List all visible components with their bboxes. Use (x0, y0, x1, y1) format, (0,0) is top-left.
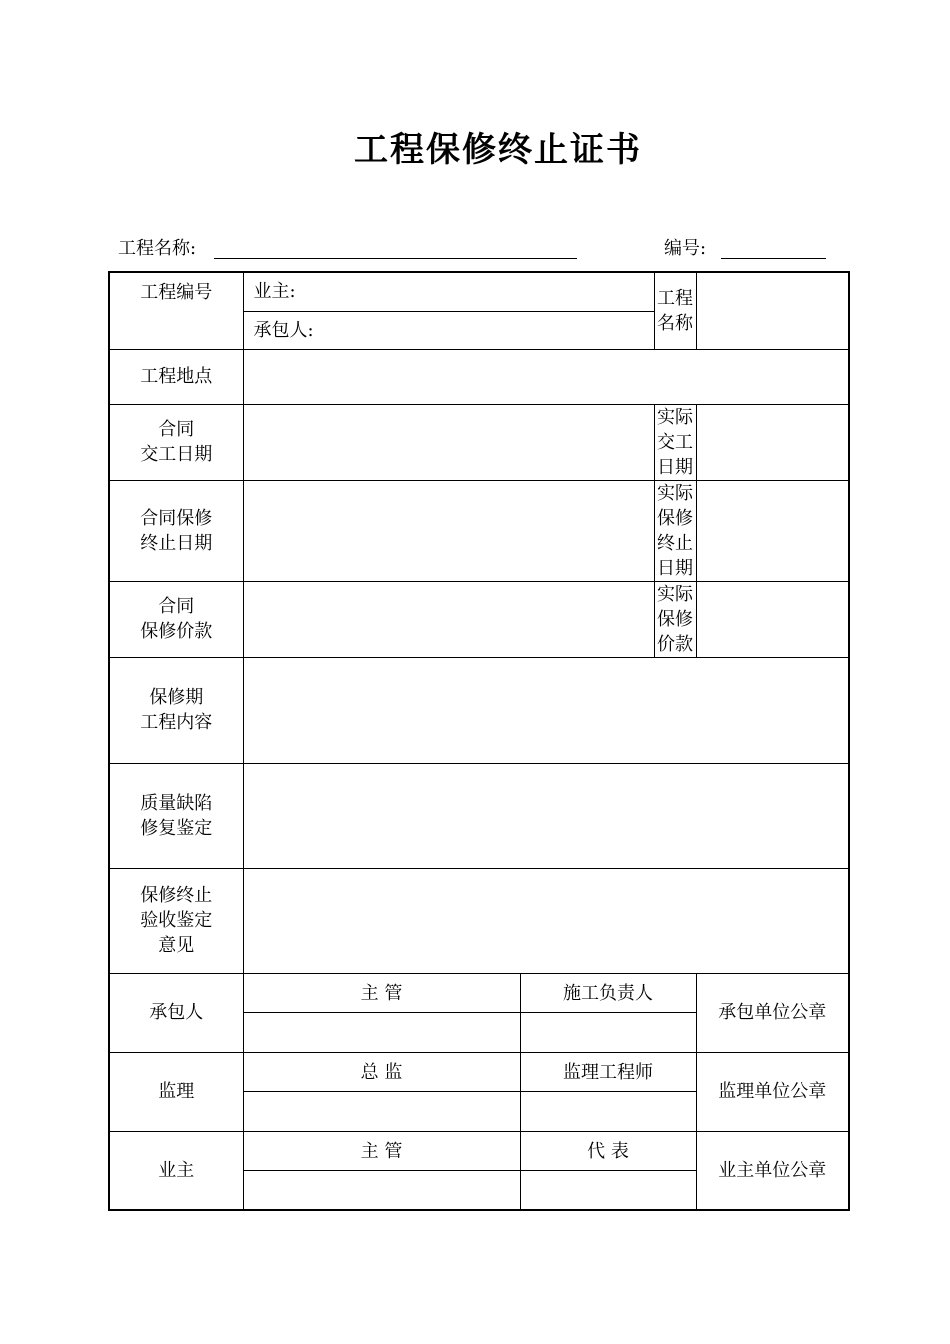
actual-warranty-end-value[interactable] (696, 480, 849, 581)
defect-repair-value[interactable] (243, 763, 849, 868)
location-label: 工程地点 (109, 349, 243, 404)
contractor-role2-label: 施工负责人 (520, 973, 696, 1012)
contractor-seal: 承包单位公章 (696, 973, 849, 1052)
owner-role1-signature[interactable] (243, 1170, 520, 1210)
contractor-party-label: 承包人: (253, 319, 314, 341)
owner-label: 业主: (253, 281, 296, 303)
supervisor-role2-signature[interactable] (520, 1091, 696, 1131)
owner-role2-signature[interactable] (520, 1170, 696, 1210)
contract-warranty-fee-label: 合同 保修价款 (109, 581, 243, 657)
project-no-label: 工程编号 (109, 272, 243, 349)
location-value[interactable] (243, 349, 849, 404)
supervisor-role1-label: 总 监 (243, 1052, 520, 1091)
owner-role1-label: 主 管 (243, 1131, 520, 1170)
project-name-cell-label: 工程名称 (654, 272, 696, 349)
warranty-work-label: 保修期 工程内容 (109, 657, 243, 763)
supervisor-seal: 监理单位公章 (696, 1052, 849, 1131)
owner-field[interactable] (243, 272, 654, 311)
project-name-value[interactable] (696, 272, 849, 349)
contractor-role1-label: 主 管 (243, 973, 520, 1012)
supervisor-sign-label: 监理 (109, 1052, 243, 1131)
contract-warranty-end-value[interactable] (243, 480, 654, 581)
certificate-table (108, 271, 850, 1211)
actual-handover-label: 实际 交工日期 (654, 404, 696, 480)
termination-opinion-label: 保修终止 验收鉴定 意见 (109, 868, 243, 973)
contractor-role1-signature[interactable] (243, 1012, 520, 1052)
owner-sign-label: 业主 (109, 1131, 243, 1210)
contract-handover-label: 合同 交工日期 (109, 404, 243, 480)
contract-warranty-end-label: 合同保修 终止日期 (109, 480, 243, 581)
number-label: 编号: (664, 238, 707, 259)
owner-seal: 业主单位公章 (696, 1131, 849, 1210)
actual-warranty-fee-value[interactable] (696, 581, 849, 657)
number-field[interactable] (721, 258, 826, 259)
warranty-work-value[interactable] (243, 657, 849, 763)
contractor-role2-signature[interactable] (520, 1012, 696, 1052)
contractor-sign-label: 承包人 (109, 973, 243, 1052)
contractor-party-field[interactable] (243, 311, 654, 349)
supervisor-role1-signature[interactable] (243, 1091, 520, 1131)
supervisor-role2-label: 监理工程师 (520, 1052, 696, 1091)
project-name-label: 工程名称: (118, 238, 197, 259)
page-title: 工程保修终止证书 (354, 130, 642, 170)
owner-role2-label: 代 表 (520, 1131, 696, 1170)
project-name-field[interactable] (214, 258, 577, 259)
contract-warranty-fee-value[interactable] (243, 581, 654, 657)
termination-opinion-value[interactable] (243, 868, 849, 973)
defect-repair-label: 质量缺陷 修复鉴定 (109, 763, 243, 868)
actual-handover-value[interactable] (696, 404, 849, 480)
actual-warranty-fee-label: 实际 保修价款 (654, 581, 696, 657)
contract-handover-value[interactable] (243, 404, 654, 480)
actual-warranty-end-label: 实际保修 终止日期 (654, 480, 696, 581)
